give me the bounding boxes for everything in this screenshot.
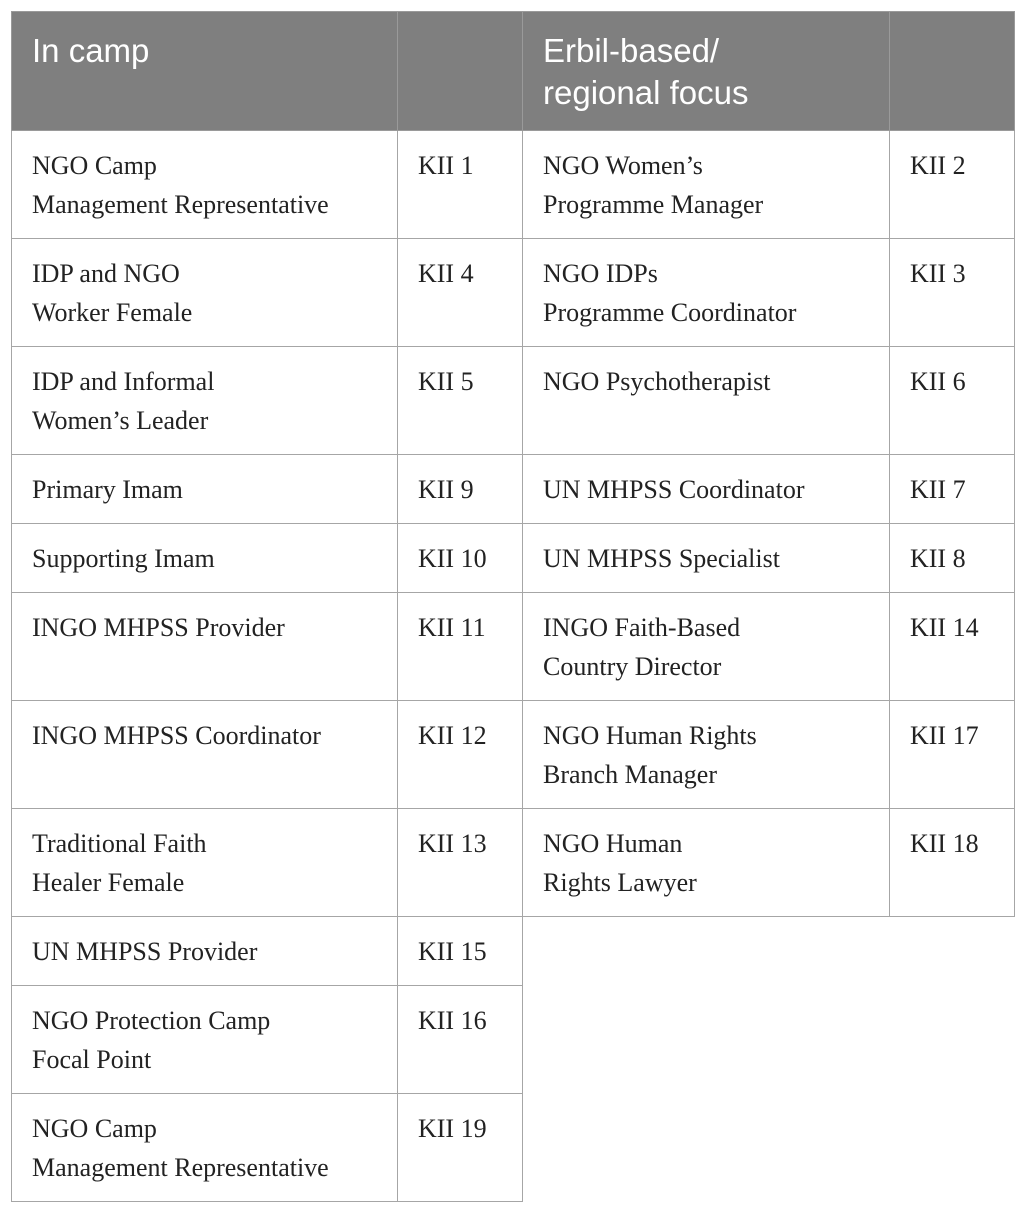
erbil-role: UN MHPSS Coordinator <box>523 455 890 524</box>
erbil-code: KII 17 <box>890 701 1015 809</box>
in-camp-role: INGO MHPSS Coordinator <box>12 701 398 809</box>
table-row <box>12 917 1015 986</box>
in-camp-code: KII 11 <box>398 593 523 701</box>
erbil-role: NGO IDPs Programme Coordinator <box>523 239 890 347</box>
in-camp-role: IDP and Informal Women’s Leader <box>12 347 398 455</box>
in-camp-role: NGO Camp Management Representative <box>12 131 398 239</box>
erbil-code: KII 2 <box>890 131 1015 239</box>
in-camp-code: KII 12 <box>398 701 523 809</box>
in-camp-role: NGO Protection Camp Focal Point <box>12 986 398 1094</box>
erbil-code: KII 14 <box>890 593 1015 701</box>
in-camp-role: UN MHPSS Provider <box>12 917 398 986</box>
erbil-code: KII 8 <box>890 524 1015 593</box>
table-row <box>12 524 1015 593</box>
in-camp-role: Traditional Faith Healer Female <box>12 809 398 917</box>
in-camp-role: NGO Camp Management Representative <box>12 1094 398 1202</box>
in-camp-role: IDP and NGO Worker Female <box>12 239 398 347</box>
erbil-code: KII 7 <box>890 455 1015 524</box>
table-row <box>12 455 1015 524</box>
header-erbil-based: Erbil-based/ regional focus <box>523 12 890 131</box>
erbil-code: KII 6 <box>890 347 1015 455</box>
in-camp-code: KII 5 <box>398 347 523 455</box>
header-erbil-code <box>890 12 1015 131</box>
in-camp-code: KII 10 <box>398 524 523 593</box>
in-camp-code: KII 13 <box>398 809 523 917</box>
in-camp-code: KII 9 <box>398 455 523 524</box>
in-camp-code: KII 4 <box>398 239 523 347</box>
erbil-role: UN MHPSS Specialist <box>523 524 890 593</box>
header-in-camp-code <box>398 12 523 131</box>
table-row <box>12 593 1015 701</box>
table-row <box>12 239 1015 347</box>
table-row <box>12 809 1015 917</box>
erbil-code: KII 18 <box>890 809 1015 917</box>
empty-cell <box>523 917 1015 1202</box>
in-camp-code: KII 15 <box>398 917 523 986</box>
in-camp-role: Primary Imam <box>12 455 398 524</box>
in-camp-role: Supporting Imam <box>12 524 398 593</box>
table-row <box>12 701 1015 809</box>
in-camp-code: KII 16 <box>398 986 523 1094</box>
table-row <box>12 131 1015 239</box>
erbil-role: NGO Human Rights Branch Manager <box>523 701 890 809</box>
in-camp-role: INGO MHPSS Provider <box>12 593 398 701</box>
in-camp-code: KII 1 <box>398 131 523 239</box>
table-row <box>12 347 1015 455</box>
erbil-role: NGO Human Rights Lawyer <box>523 809 890 917</box>
header-row <box>12 12 1015 131</box>
erbil-role: NGO Psychotherapist <box>523 347 890 455</box>
erbil-role: NGO Women’s Programme Manager <box>523 131 890 239</box>
in-camp-code: KII 19 <box>398 1094 523 1202</box>
erbil-code: KII 3 <box>890 239 1015 347</box>
header-in-camp: In camp <box>12 12 398 131</box>
interviewee-table <box>11 11 1015 1202</box>
erbil-role: INGO Faith-Based Country Director <box>523 593 890 701</box>
